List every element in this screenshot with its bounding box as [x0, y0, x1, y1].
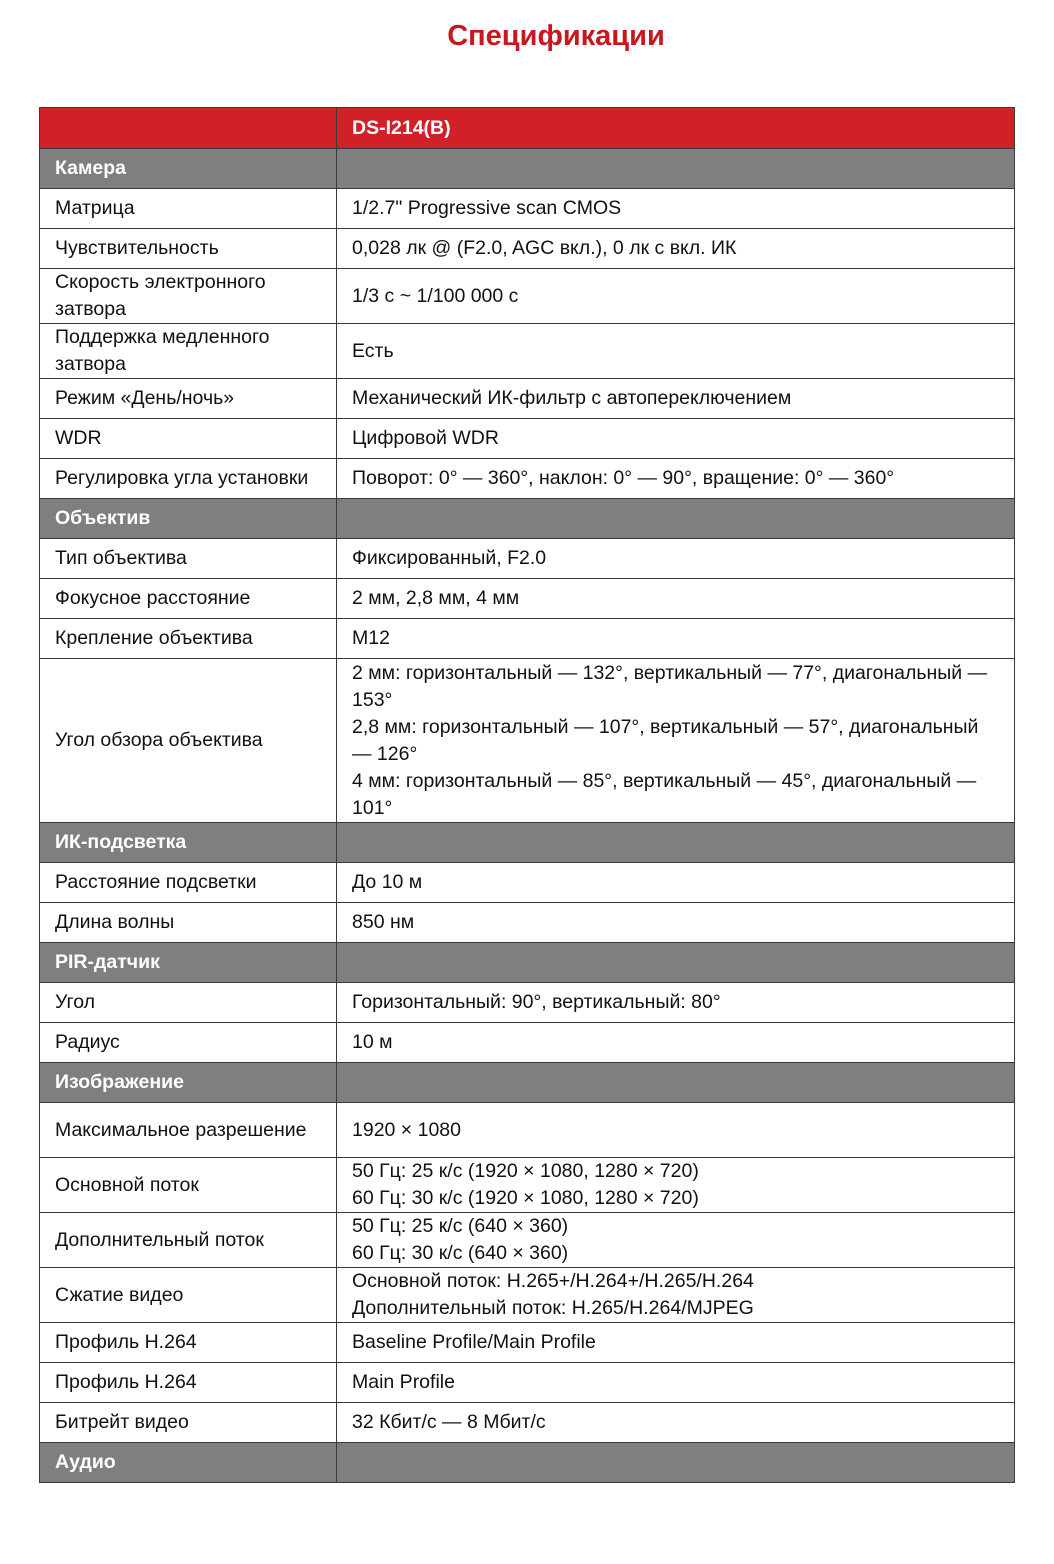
- spec-value: [337, 659, 1015, 823]
- section-title: ИК-подсветка: [40, 823, 337, 863]
- spec-value-line: Baseline Profile/Main Profile: [352, 1331, 596, 1353]
- spec-value-line: 4 мм: горизонтальный — 85°, вертикальный — 45°, диагональный — 101°: [352, 769, 977, 819]
- spec-value-line: 60 Гц: 30 к/с (640 × 360): [352, 1242, 569, 1264]
- section-header-row: [40, 943, 1015, 983]
- section-header-row: [40, 1063, 1015, 1103]
- spec-table: [39, 107, 1015, 1483]
- spec-row: [40, 983, 1015, 1023]
- section-title: Изображение: [40, 1063, 337, 1103]
- spec-value-line: До 10 м: [352, 871, 423, 893]
- spec-row: [40, 1158, 1015, 1213]
- page-title: Спецификации: [447, 20, 665, 52]
- model-label: DS-I214(B): [337, 108, 1015, 149]
- spec-row: [40, 1103, 1015, 1158]
- spec-value: [337, 1323, 1015, 1363]
- spec-row: [40, 229, 1015, 269]
- spec-label: Фокусное расстояние: [40, 579, 337, 619]
- section-header-empty-cell: [337, 943, 1015, 983]
- spec-value-line: 850 нм: [352, 911, 415, 933]
- spec-label: Регулировка угла установки: [40, 459, 337, 499]
- section-header-row: [40, 149, 1015, 189]
- section-header-empty-cell: [337, 823, 1015, 863]
- spec-value-line: Есть: [352, 339, 394, 362]
- spec-row: [40, 1323, 1015, 1363]
- spec-row: [40, 579, 1015, 619]
- spec-value: [337, 1268, 1015, 1323]
- spec-label: Максимальное разрешение: [40, 1103, 337, 1158]
- spec-row: [40, 659, 1015, 823]
- spec-label: Профиль H.264: [40, 1363, 337, 1403]
- spec-label: Расстояние подсветки: [40, 863, 337, 903]
- spec-value: [337, 459, 1015, 499]
- spec-row: [40, 619, 1015, 659]
- spec-row: [40, 379, 1015, 419]
- spec-row: [40, 903, 1015, 943]
- spec-value-line: 50 Гц: 25 к/с (1920 × 1080, 1280 × 720): [352, 1160, 699, 1182]
- section-title: Аудио: [40, 1443, 337, 1483]
- spec-value-line: 1/2.7" Progressive scan CMOS: [352, 197, 622, 219]
- spec-label: WDR: [40, 419, 337, 459]
- section-title: Камера: [40, 149, 337, 189]
- spec-value: [337, 269, 1015, 324]
- section-header-row: [40, 1443, 1015, 1483]
- spec-label: Дополнительный поток: [40, 1213, 337, 1268]
- spec-row: [40, 324, 1015, 379]
- model-header-empty-cell: [40, 108, 337, 149]
- spec-value-line: Механический ИК-фильтр с автопереключением: [352, 387, 792, 409]
- spec-label: Угол: [40, 983, 337, 1023]
- spec-value-line: 2 мм, 2,8 мм, 4 мм: [352, 587, 520, 609]
- spec-row: [40, 419, 1015, 459]
- spec-row: [40, 1363, 1015, 1403]
- spec-value-line: 32 Кбит/с — 8 Мбит/с: [352, 1411, 546, 1433]
- spec-label: Сжатие видео: [40, 1268, 337, 1323]
- spec-value-line: Main Profile: [352, 1371, 455, 1393]
- spec-row: [40, 1268, 1015, 1323]
- spec-row: [40, 269, 1015, 324]
- spec-table-body: [40, 108, 1015, 1483]
- spec-row: [40, 863, 1015, 903]
- spec-value: [337, 983, 1015, 1023]
- spec-label: Битрейт видео: [40, 1403, 337, 1443]
- spec-value: [337, 863, 1015, 903]
- section-header-empty-cell: [337, 499, 1015, 539]
- spec-value-line: Горизонтальный: 90°, вертикальный: 80°: [352, 991, 721, 1013]
- spec-label: Чувствительность: [40, 229, 337, 269]
- spec-label: Угол обзора объектива: [40, 659, 337, 823]
- section-header-empty-cell: [337, 1443, 1015, 1483]
- spec-value: [337, 1158, 1015, 1213]
- spec-value-line: 2 мм: горизонтальный — 132°, вертикальный — 77°, диагональный — 153°: [352, 661, 988, 711]
- spec-value: [337, 419, 1015, 459]
- spec-value: [337, 324, 1015, 379]
- spec-row: [40, 459, 1015, 499]
- spec-value-line: Поворот: 0° — 360°, наклон: 0° — 90°, вращение: 0° — 360°: [352, 467, 895, 489]
- spec-value-line: 60 Гц: 30 к/с (1920 × 1080, 1280 × 720): [352, 1187, 699, 1209]
- spec-value: [337, 379, 1015, 419]
- spec-value: [337, 1213, 1015, 1268]
- spec-value-line: Дополнительный поток: H.265/H.264/MJPEG: [352, 1297, 754, 1319]
- section-header-row: [40, 823, 1015, 863]
- spec-label: Поддержка медленного затвора: [40, 324, 337, 379]
- spec-value: [337, 229, 1015, 269]
- spec-value-line: Фиксированный, F2.0: [352, 547, 547, 569]
- spec-label: Крепление объектива: [40, 619, 337, 659]
- spec-value-line: 1920 × 1080: [352, 1118, 461, 1141]
- spec-label: Профиль H.264: [40, 1323, 337, 1363]
- spec-label: Матрица: [40, 189, 337, 229]
- spec-value-line: Основной поток: H.265+/H.264+/H.265/H.264: [352, 1270, 754, 1292]
- section-title: Объектив: [40, 499, 337, 539]
- spec-value: [337, 1103, 1015, 1158]
- model-header-row: [40, 108, 1015, 149]
- section-header-empty-cell: [337, 1063, 1015, 1103]
- spec-label: Тип объектива: [40, 539, 337, 579]
- spec-value-line: 50 Гц: 25 к/с (640 × 360): [352, 1215, 569, 1237]
- spec-value-line: 10 м: [352, 1031, 393, 1053]
- spec-value: [337, 579, 1015, 619]
- spec-value: [337, 189, 1015, 229]
- spec-value: [337, 1403, 1015, 1443]
- spec-row: [40, 1213, 1015, 1268]
- section-header-empty-cell: [337, 149, 1015, 189]
- spec-value: [337, 1023, 1015, 1063]
- spec-value: [337, 619, 1015, 659]
- spec-label: Режим «День/ночь»: [40, 379, 337, 419]
- spec-label: Радиус: [40, 1023, 337, 1063]
- spec-value: [337, 903, 1015, 943]
- spec-label: Основной поток: [40, 1158, 337, 1213]
- spec-label: Скорость электронного затвора: [40, 269, 337, 324]
- spec-value: [337, 539, 1015, 579]
- spec-value-line: 1/3 с ~ 1/100 000 с: [352, 284, 519, 307]
- spec-label: Длина волны: [40, 903, 337, 943]
- spec-value: [337, 1363, 1015, 1403]
- section-title: PIR-датчик: [40, 943, 337, 983]
- section-header-row: [40, 499, 1015, 539]
- spec-row: [40, 1403, 1015, 1443]
- spec-value-line: Цифровой WDR: [352, 427, 499, 449]
- spec-row: [40, 189, 1015, 229]
- spec-value-line: 2,8 мм: горизонтальный — 107°, вертикальный — 57°, диагональный — 126°: [352, 715, 979, 765]
- spec-row: [40, 1023, 1015, 1063]
- spec-row: [40, 539, 1015, 579]
- spec-value-line: M12: [352, 627, 390, 649]
- spec-value-line: 0,028 лк @ (F2.0, AGC вкл.), 0 лк с вкл. ИК: [352, 237, 737, 259]
